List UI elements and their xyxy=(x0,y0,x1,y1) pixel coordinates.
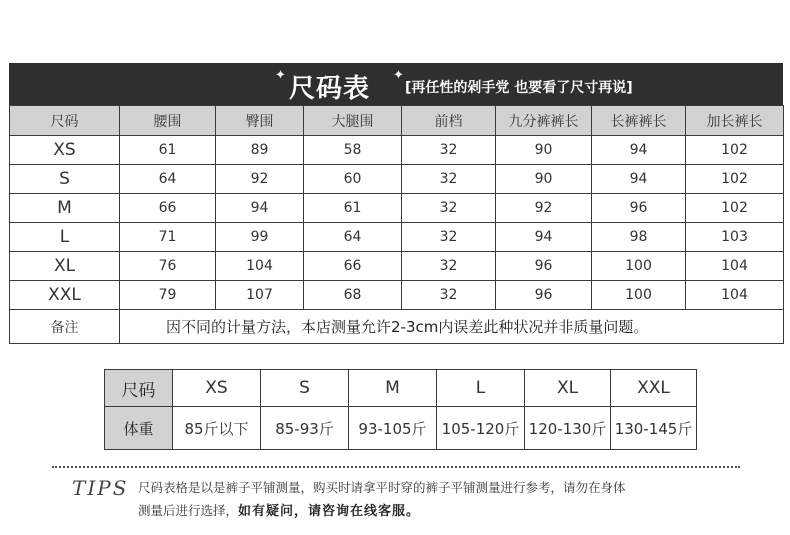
table-cell: 103 xyxy=(686,223,784,252)
size-row xyxy=(105,370,697,407)
dotted-divider xyxy=(52,466,740,468)
size-cell: S xyxy=(10,165,120,194)
table-cell: 61 xyxy=(120,136,216,165)
size-cell: M xyxy=(10,194,120,223)
chart-subtitle: [再任性的剁手党 也要看了尺寸再说] xyxy=(405,80,633,96)
table-cell: 92 xyxy=(496,194,592,223)
table-cell: 92 xyxy=(216,165,304,194)
table-row xyxy=(10,252,784,281)
sparkle-icon: ✦ xyxy=(393,68,404,83)
table-cell: 76 xyxy=(120,252,216,281)
table-row xyxy=(10,223,784,252)
table-cell: 96 xyxy=(496,252,592,281)
table-cell: 104 xyxy=(216,252,304,281)
table-cell: 99 xyxy=(216,223,304,252)
size-cell: L xyxy=(437,370,525,407)
table-cell: 90 xyxy=(496,136,592,165)
table-cell: 60 xyxy=(304,165,402,194)
weight-cell: 85-93斤 xyxy=(261,407,349,450)
chart-banner xyxy=(9,63,783,105)
table-cell: 64 xyxy=(120,165,216,194)
size-cell: XL xyxy=(10,252,120,281)
table-cell: 68 xyxy=(304,281,402,310)
size-cell: XS xyxy=(173,370,261,407)
weight-table xyxy=(104,369,697,450)
table-cell: 64 xyxy=(304,223,402,252)
weight-row xyxy=(105,407,697,450)
size-cell: L xyxy=(10,223,120,252)
table-cell: 32 xyxy=(402,252,496,281)
table-cell: 107 xyxy=(216,281,304,310)
table-cell: 100 xyxy=(592,281,686,310)
header-cell: 长裤裤长 xyxy=(592,106,686,136)
table-row xyxy=(10,281,784,310)
size-cell: XXL xyxy=(10,281,120,310)
weight-label: 体重 xyxy=(105,407,173,450)
size-cell: XXL xyxy=(611,370,697,407)
table-cell: 94 xyxy=(592,165,686,194)
header-cell: 大腿围 xyxy=(304,106,402,136)
table-cell: 94 xyxy=(496,223,592,252)
weight-cell: 105-120斤 xyxy=(437,407,525,450)
weight-cell: 85斤以下 xyxy=(173,407,261,450)
table-cell: 94 xyxy=(592,136,686,165)
tips-label: TIPS xyxy=(72,476,129,500)
table-cell: 96 xyxy=(496,281,592,310)
table-cell: 66 xyxy=(304,252,402,281)
header-cell: 臀围 xyxy=(216,106,304,136)
table-row xyxy=(10,165,784,194)
table-row xyxy=(10,136,784,165)
table-cell: 66 xyxy=(120,194,216,223)
table-cell: 102 xyxy=(686,194,784,223)
table-cell: 61 xyxy=(304,194,402,223)
weight-cell: 93-105斤 xyxy=(349,407,437,450)
table-row xyxy=(10,194,784,223)
size-cell: S xyxy=(261,370,349,407)
note-text: 因不同的计量方法，本店测量允许2-3cm内误差此种状况并非质量问题。 xyxy=(120,310,784,344)
tips-line-1: 尺码表格是以是裤子平铺测量，购买时请拿平时穿的裤子平铺测量进行参考，请勿在身体 xyxy=(138,480,626,495)
table-cell: 104 xyxy=(686,252,784,281)
table-cell: 58 xyxy=(304,136,402,165)
table-cell: 90 xyxy=(496,165,592,194)
note-label: 备注 xyxy=(10,310,120,344)
tips-emphasis: 如有疑问，请咨询在线客服。 xyxy=(238,504,421,519)
sparkle-icon: ✦ xyxy=(275,68,286,83)
table-cell: 102 xyxy=(686,165,784,194)
table-cell: 104 xyxy=(686,281,784,310)
table-cell: 94 xyxy=(216,194,304,223)
size-cell: XL xyxy=(525,370,611,407)
table-cell: 96 xyxy=(592,194,686,223)
header-cell: 尺码 xyxy=(10,106,120,136)
table-cell: 100 xyxy=(592,252,686,281)
size-cell: M xyxy=(349,370,437,407)
header-cell: 加长裤长 xyxy=(686,106,784,136)
weight-cell: 130-145斤 xyxy=(611,407,697,450)
table-cell: 32 xyxy=(402,281,496,310)
size-cell: XS xyxy=(10,136,120,165)
table-cell: 32 xyxy=(402,194,496,223)
header-cell: 前档 xyxy=(402,106,496,136)
tips-text: 测量后进行选择， xyxy=(138,503,239,518)
size-chart xyxy=(9,63,783,344)
table-cell: 32 xyxy=(402,136,496,165)
table-cell: 102 xyxy=(686,136,784,165)
size-label: 尺码 xyxy=(105,370,173,407)
table-cell: 79 xyxy=(120,281,216,310)
tips-line-2 xyxy=(138,500,420,519)
table-cell: 32 xyxy=(402,165,496,194)
table-cell: 71 xyxy=(120,223,216,252)
header-cell: 腰围 xyxy=(120,106,216,136)
table-cell: 98 xyxy=(592,223,686,252)
table-cell: 32 xyxy=(402,223,496,252)
table-header-row xyxy=(10,106,784,136)
weight-cell: 120-130斤 xyxy=(525,407,611,450)
chart-title: 尺码表 xyxy=(289,74,371,104)
header-cell: 九分裤裤长 xyxy=(496,106,592,136)
table-cell: 89 xyxy=(216,136,304,165)
note-row xyxy=(10,310,784,344)
size-table xyxy=(9,105,784,344)
